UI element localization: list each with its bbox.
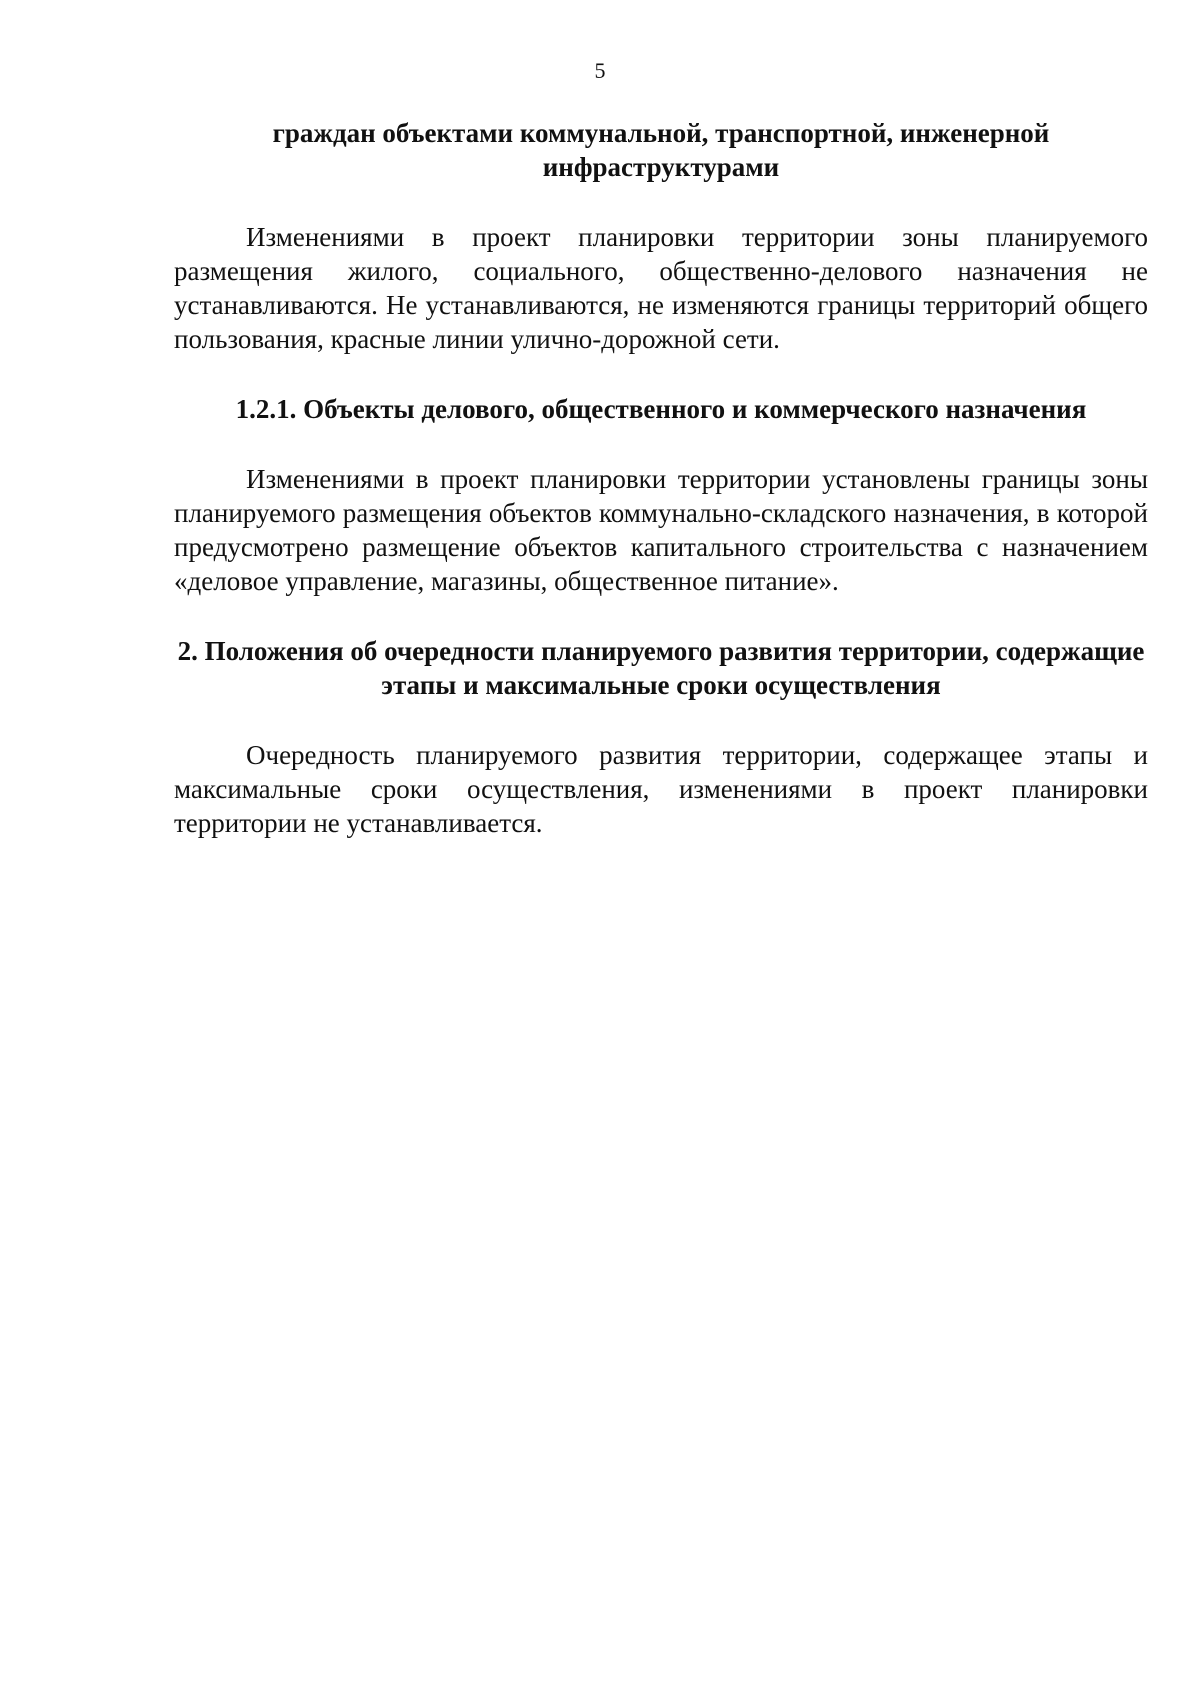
- section-heading-1-2-1: 1.2.1. Объекты делового, общественного и коммерческого назначения: [235, 394, 1087, 424]
- document-body: [174, 116, 1148, 840]
- section-heading-infrastructure: граждан объектами коммунальной, транспортной, инженерной инфраструктурами: [272, 118, 1050, 182]
- paragraph-commercial-zone: Изменениями в проект планировки территории установлены границы зоны планируемого размещения объектов коммунально-складского назначения, в которой предусмотрено размещение объектов капитального строительства с назначением «деловое управление, магазины, общественное питание».: [174, 464, 1148, 596]
- page-number: 5: [594, 58, 606, 83]
- paragraph-development-stages: Очередность планируемого развития территории, содержащее этапы и максимальные сроки осуществления, изменениями в проект планировки территории не устанавливается.: [174, 740, 1148, 838]
- section-heading-2: 2. Положения об очередности планируемого развития территории, содержащие этапы и максимальные сроки осуществления: [177, 636, 1145, 700]
- paragraph-residential-zones: Изменениями в проект планировки территории зоны планируемого размещения жилого, социального, общественно-делового назначения не устанавливаются. Не устанавливаются, не изменяются границы территорий общего пользования, красные линии улично-дорожной сети.: [174, 222, 1148, 354]
